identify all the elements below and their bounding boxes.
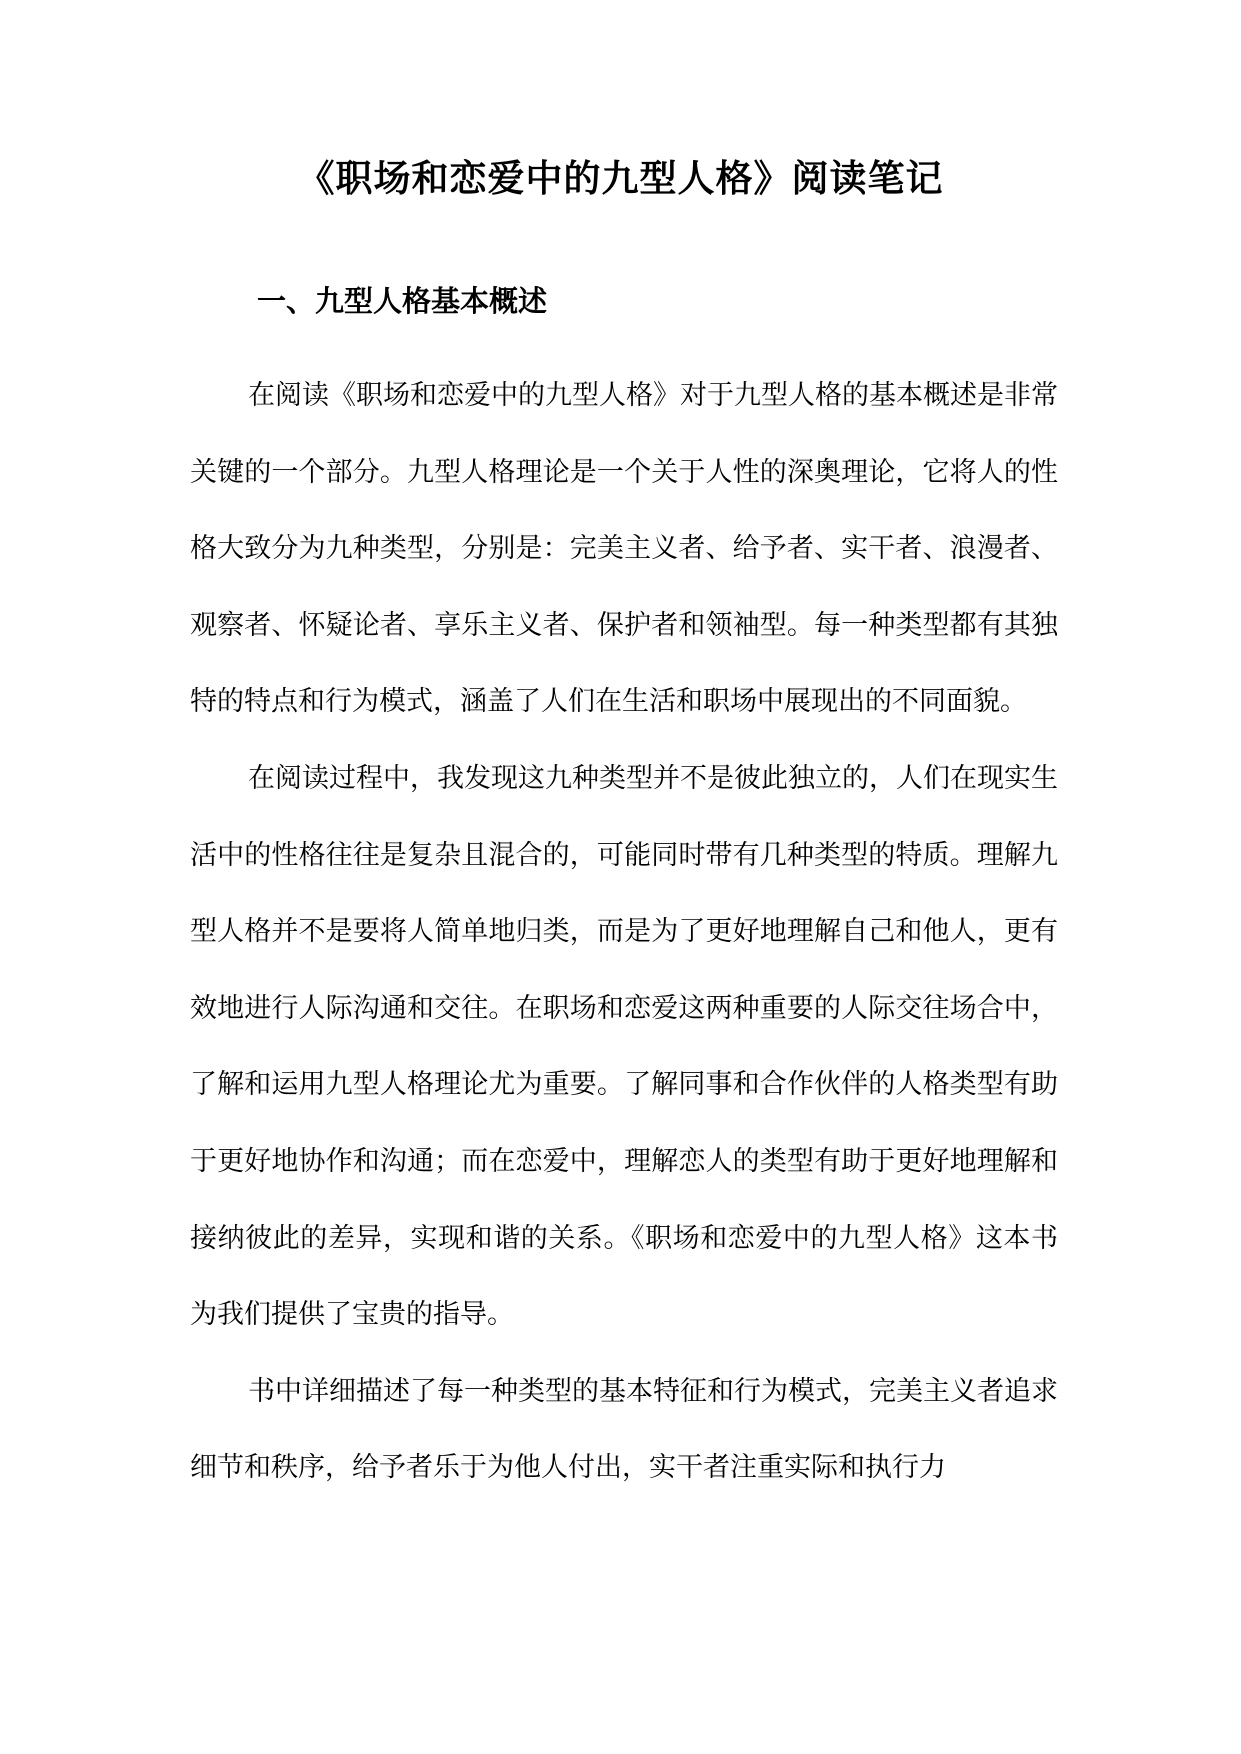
paragraph: 在阅读过程中，我发现这九种类型并不是彼此独立的，人们在现实生活中的性格往往是复杂且混合的，可能同时带有几种类型的特质。理解九型人格并不是要将人简单地归类，而是为了更好地理解自己和他人，更有效地进行人际沟通和交往。在职场和恋爱这两种重要的人际交往场合中，了解和运用九型人格理论尤为重要。了解同事和合作伙伴的人格类型有助于更好地协作和沟通；而在恋爱中，理解恋人的类型有助于更好地理解和接纳彼此的差异，实现和谐的关系。《职场和恋爱中的九型人格》这本书为我们提供了宝贵的指导。 xyxy=(190,762,1058,1331)
paragraph: 书中详细描述了每一种类型的基本特征和行为模式，完美主义者追求细节和秩序，给予者乐于为他人付出，实干者注重实际和执行力 xyxy=(190,1375,1058,1484)
document-body xyxy=(190,358,1058,1507)
paragraph: 在阅读《职场和恋爱中的九型人格》对于九型人格的基本概述是非常关键的一个部分。九型人格理论是一个关于人性的深奥理论，它将人的性格大致分为九种类型，分别是：完美主义者、给予者、实干者、浪漫者、观察者、怀疑论者、享乐主义者、保护者和领袖型。每一种类型都有其独特的特点和行为模式，涵盖了人们在生活和职场中展现出的不同面貌。 xyxy=(190,380,1058,718)
document-title: 《职场和恋爱中的九型人格》阅读笔记 xyxy=(297,156,944,200)
section-heading: 一、九型人格基本概述 xyxy=(257,284,548,318)
